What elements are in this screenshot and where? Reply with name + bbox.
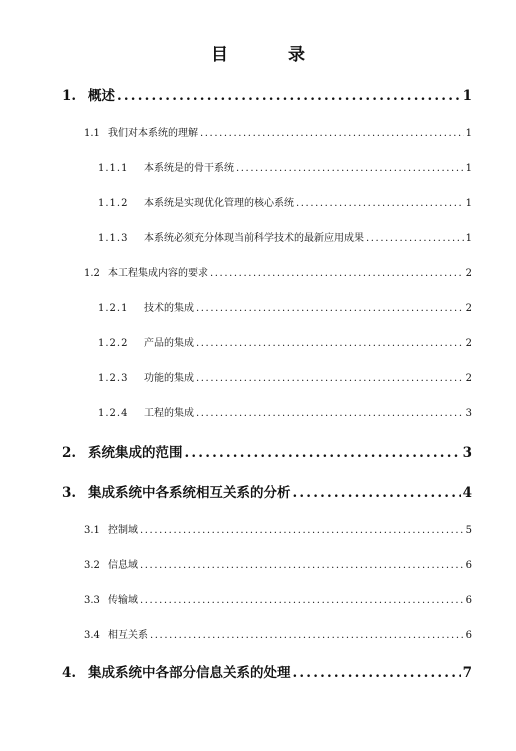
toc-entry-page: 4 <box>462 485 472 501</box>
toc-entry[interactable] <box>98 404 472 419</box>
toc-entry-number: 1.1.2 <box>98 198 129 209</box>
toc-entry-number: 3.2 <box>84 560 100 571</box>
toc-entry-number: 3.3 <box>84 595 100 606</box>
toc-entry-page: 1 <box>465 163 472 174</box>
toc-leader-dots <box>196 408 464 419</box>
toc-leader-dots <box>150 630 464 641</box>
toc-entry-page: 1 <box>465 128 472 139</box>
toc-entry-label: 技术的集成 <box>144 303 194 314</box>
toc-leader-dots <box>200 128 464 139</box>
toc-leader-dots <box>366 233 464 244</box>
toc-entry-label: 本工程集成内容的要求 <box>108 268 208 279</box>
toc-entry[interactable] <box>98 369 472 384</box>
toc-entry-number: 1.2.1 <box>98 303 129 314</box>
toc-entry-number: 4. <box>62 665 77 681</box>
toc-entry-number: 3. <box>62 485 77 501</box>
toc-entry-label: 集成系统中各系统相互关系的分析 <box>88 485 291 501</box>
toc-leader-dots <box>117 88 461 104</box>
toc-entry-label: 控制域 <box>108 525 138 536</box>
toc-entry-page: 2 <box>465 338 472 349</box>
toc-entry[interactable] <box>84 626 472 641</box>
toc-leader-dots <box>140 595 464 606</box>
toc-entry-label: 信息域 <box>108 560 138 571</box>
toc-entry[interactable] <box>62 441 472 461</box>
toc-entry[interactable] <box>84 521 472 536</box>
toc-entry-label: 我们对本系统的理解 <box>108 128 198 139</box>
toc-entry[interactable] <box>84 556 472 571</box>
toc-entry-page: 1 <box>465 233 472 244</box>
toc-entry-page: 6 <box>465 630 472 641</box>
toc-entry[interactable] <box>98 334 472 349</box>
toc-entry-number: 1. <box>62 88 77 104</box>
toc-entry-page: 2 <box>465 303 472 314</box>
toc-entry-number: 1.1.3 <box>98 233 129 244</box>
toc-entry-page: 5 <box>465 525 472 536</box>
toc-entry-page: 3 <box>462 445 472 461</box>
toc-entry[interactable] <box>98 299 472 314</box>
toc-entry-page: 1 <box>465 198 472 209</box>
toc-entry-label: 概述 <box>88 88 115 104</box>
toc-entry[interactable] <box>98 194 472 209</box>
toc-entry-page: 2 <box>465 373 472 384</box>
toc-leader-dots <box>196 338 464 349</box>
toc-entry-number: 1.2 <box>84 268 100 279</box>
toc-entry[interactable] <box>84 124 472 139</box>
toc-entry[interactable] <box>98 159 472 174</box>
toc-leader-dots <box>140 560 464 571</box>
toc-entry[interactable] <box>84 264 472 279</box>
toc-entry-label: 传输域 <box>108 595 138 606</box>
toc-entry-number: 3.1 <box>84 525 100 536</box>
toc-leader-dots <box>210 268 464 279</box>
toc-entry-number: 2. <box>62 445 77 461</box>
toc-entry-number: 1.1 <box>84 128 100 139</box>
toc-title-part1: 目 <box>211 45 228 65</box>
toc-entry[interactable] <box>62 481 472 501</box>
toc-entry-page: 3 <box>465 408 472 419</box>
toc-leader-dots <box>196 373 464 384</box>
toc-entry-page: 6 <box>465 595 472 606</box>
toc-entry-label: 相互关系 <box>108 630 148 641</box>
toc-entry-label: 功能的集成 <box>144 373 194 384</box>
toc-entry-number: 1.1.1 <box>98 163 129 174</box>
toc-entry-number: 1.2.2 <box>98 338 129 349</box>
toc-entry-number: 1.2.3 <box>98 373 129 384</box>
toc-entry-label: 系统集成的范围 <box>88 445 183 461</box>
toc-entry-number: 3.4 <box>84 630 100 641</box>
toc-entry[interactable] <box>98 229 472 244</box>
toc-entry-page: 6 <box>465 560 472 571</box>
toc-leader-dots <box>293 665 461 681</box>
toc-leader-dots <box>140 525 464 536</box>
toc-entry-page: 7 <box>462 665 472 681</box>
toc-entry-label: 本系统必须充分体现当前科学技术的最新应用成果 <box>144 233 364 244</box>
toc-entry[interactable] <box>62 661 472 681</box>
toc-title-part2: 录 <box>288 45 305 65</box>
toc-entry-label: 产品的集成 <box>144 338 194 349</box>
toc-leader-dots <box>185 445 461 461</box>
toc-entry-page: 1 <box>462 88 472 104</box>
toc-entry-label: 集成系统中各部分信息关系的处理 <box>88 665 291 681</box>
toc-leader-dots <box>196 303 464 314</box>
toc-entry[interactable] <box>62 84 472 104</box>
toc-entry-label: 本系统是实现优化管理的核心系统 <box>144 198 294 209</box>
toc-title <box>0 40 516 65</box>
toc-leader-dots <box>236 163 464 174</box>
toc-entry-label: 工程的集成 <box>144 408 194 419</box>
toc-entry-label: 本系统是的骨干系统 <box>144 163 234 174</box>
toc-leader-dots <box>296 198 464 209</box>
toc-entry-number: 1.2.4 <box>98 408 129 419</box>
toc-entry-page: 2 <box>465 268 472 279</box>
toc-entry[interactable] <box>84 591 472 606</box>
toc-leader-dots <box>293 485 461 501</box>
